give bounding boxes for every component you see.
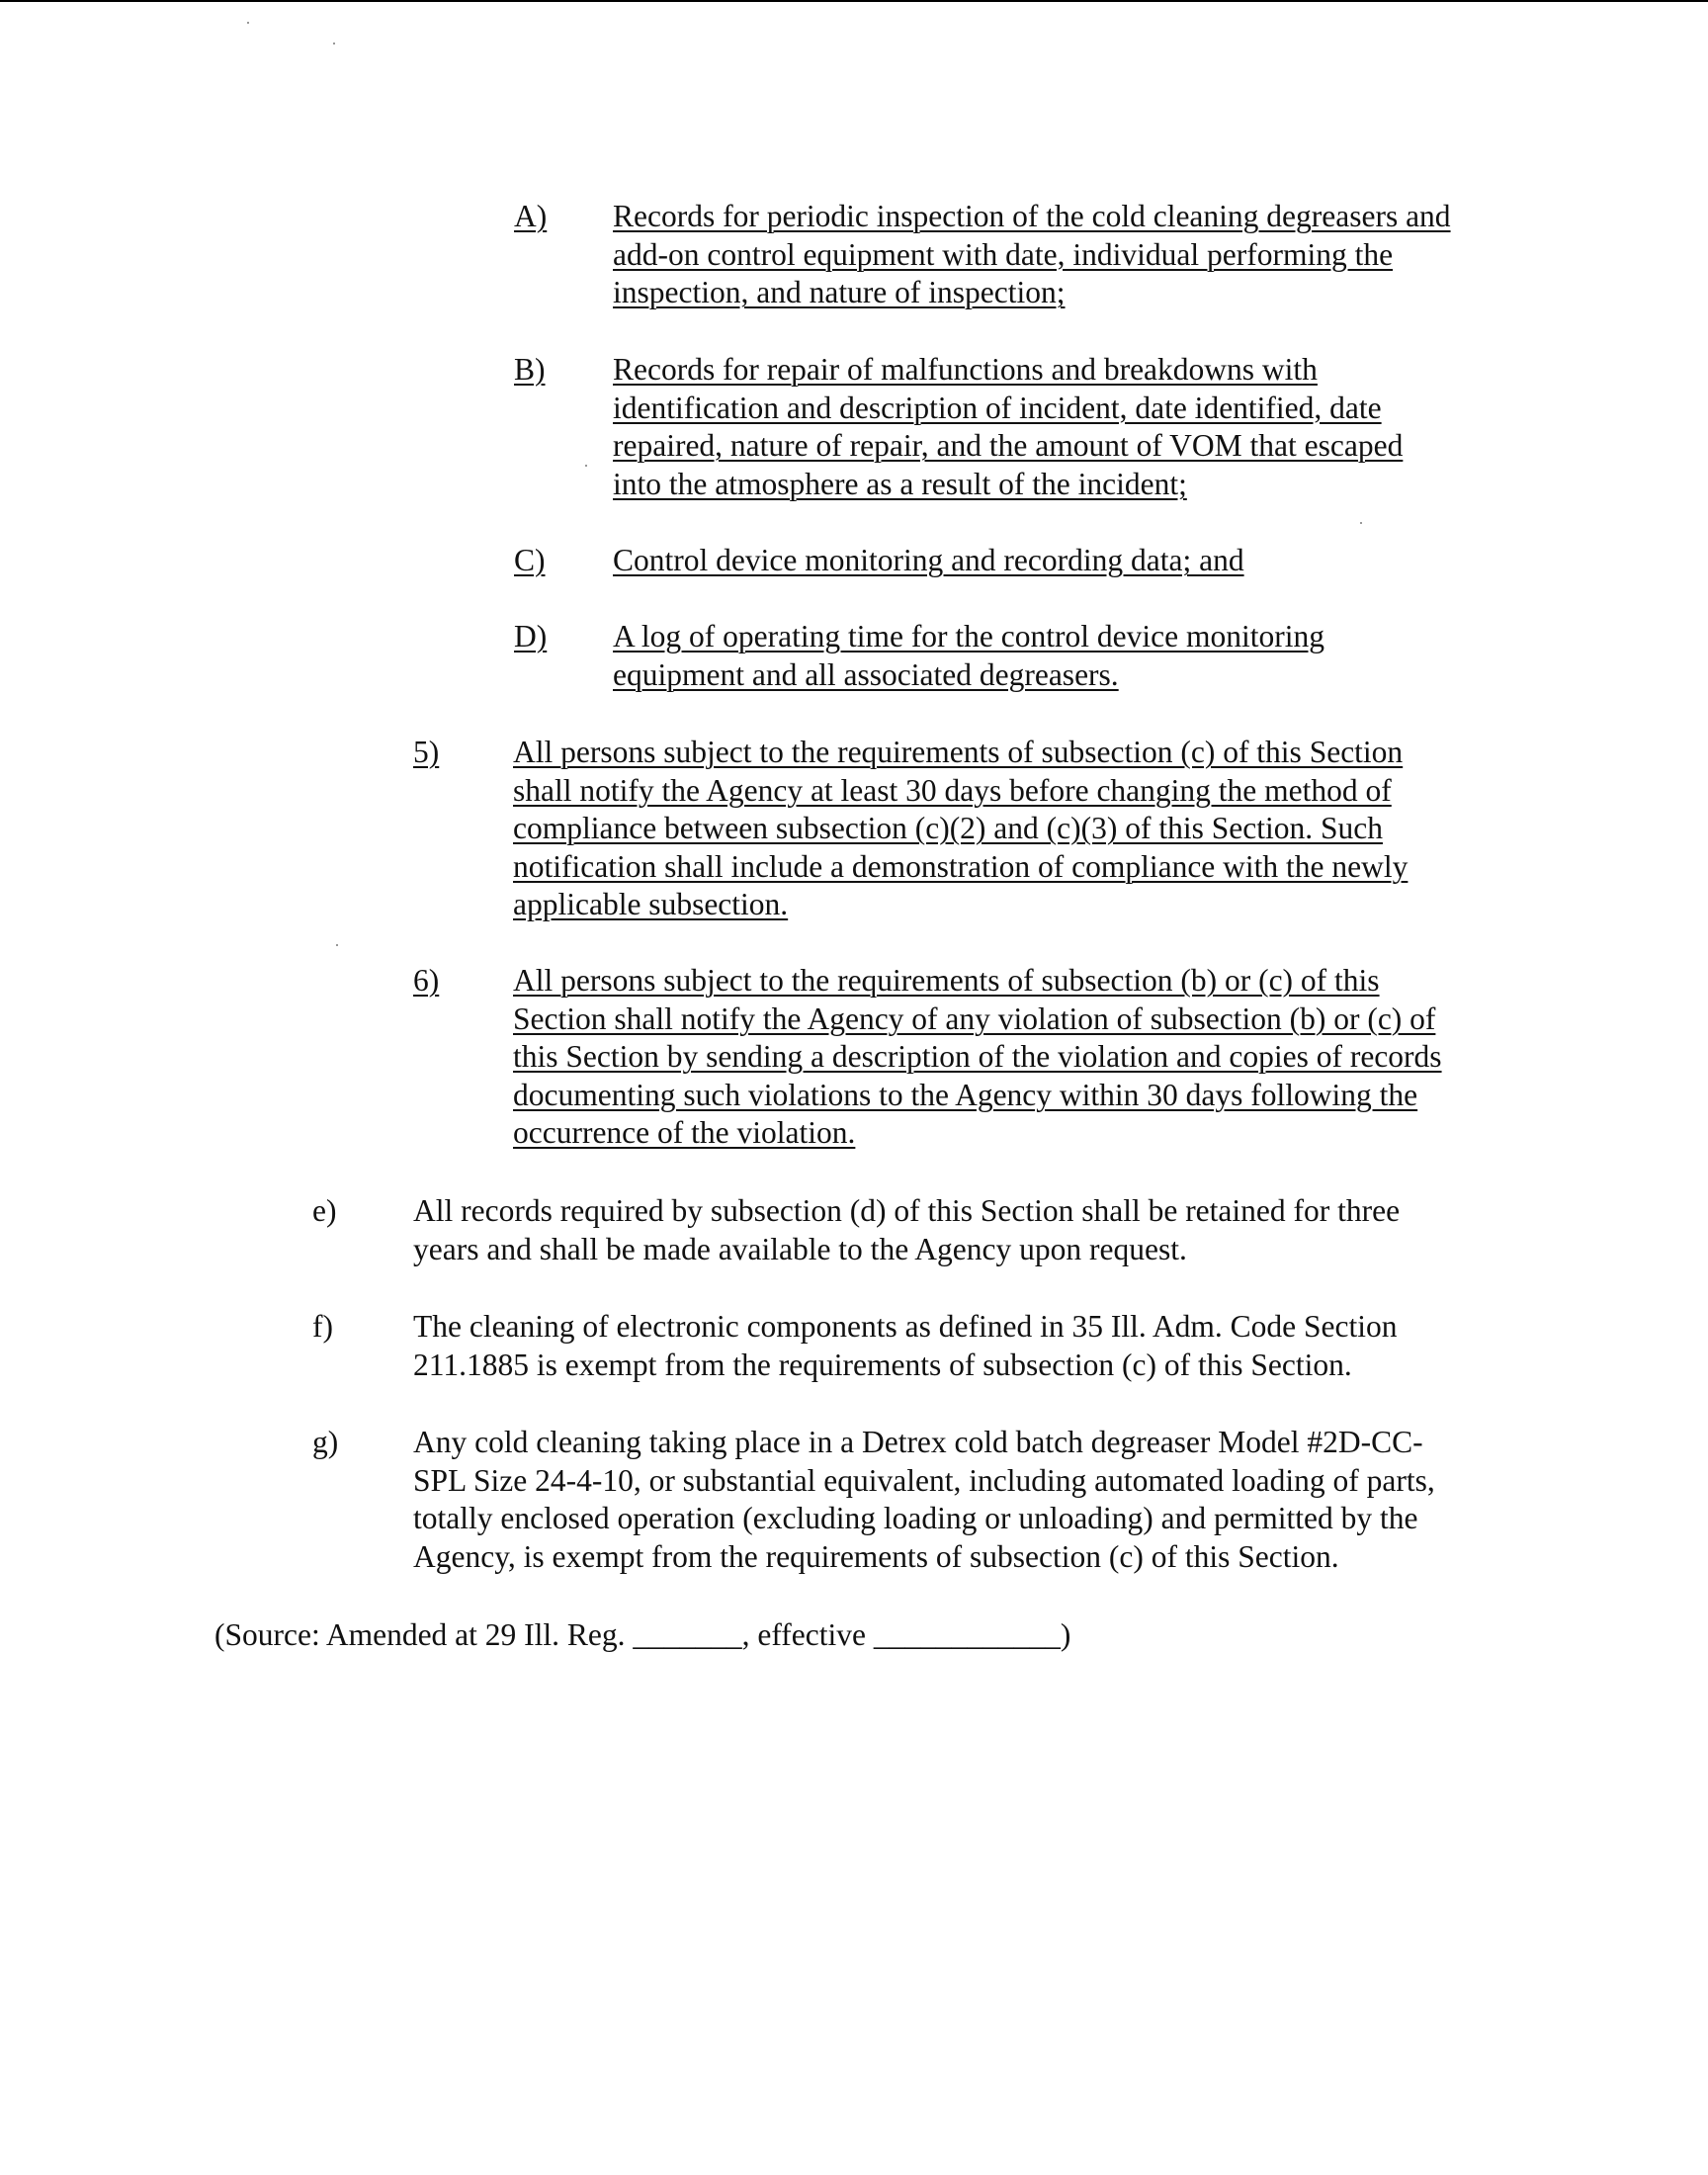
item-5-line: notification shall include a demonstration of compliance with the newly <box>513 848 1409 884</box>
item-C-label: C) <box>514 543 546 577</box>
item-A-line: add-on control equipment with date, individual performing the <box>613 236 1394 272</box>
item-6-line: All persons subject to the requirements of subsection (b) or (c) of this <box>513 963 1380 998</box>
item-B-text <box>613 351 1403 503</box>
item-g-text <box>413 1424 1435 1576</box>
item-e-label: e) <box>312 1193 337 1228</box>
item-B-line: into the atmosphere as a result of the incident; <box>613 466 1187 501</box>
item-5-line: All persons subject to the requirements of subsection (c) of this Section <box>513 735 1404 769</box>
item-5-line: compliance between subsection (c)(2) and (c)(3) of this Section. Such <box>513 811 1383 846</box>
item-f <box>0 1308 1708 1387</box>
item-g-line: SPL Size 24-4-10, or substantial equivalent, including automated loading of parts, <box>413 1462 1435 1498</box>
scan-speck <box>333 43 335 44</box>
item-5-line: shall notify the Agency at least 30 days before changing the method of <box>513 772 1392 808</box>
item-g-line: totally enclosed operation (excluding loading or unloading) and permitted by the <box>413 1501 1418 1536</box>
item-D <box>0 618 1708 697</box>
item-A-label: A) <box>514 199 548 233</box>
item-A-text <box>613 198 1451 312</box>
item-D-label: D) <box>514 619 548 653</box>
item-5-label: 5) <box>413 735 440 769</box>
item-D-line: equipment and all associated degreasers. <box>613 656 1119 692</box>
item-e-line: All records required by subsection (d) of this Section shall be retained for three <box>413 1193 1401 1228</box>
top-border <box>0 0 1708 2</box>
item-e-text <box>413 1192 1400 1268</box>
item-D-line: A log of operating time for the control device monitoring <box>613 619 1324 653</box>
item-f-label: f) <box>312 1309 333 1344</box>
item-g-line: Agency, is exempt from the requirements of subsection (c) of this Section. <box>413 1538 1339 1574</box>
item-D-text <box>613 618 1324 694</box>
item-B-line: Records for repair of malfunctions and breakdowns with <box>613 352 1318 387</box>
item-e <box>0 1192 1708 1271</box>
item-5-text <box>513 734 1408 924</box>
item-5 <box>0 734 1708 931</box>
item-A <box>0 198 1708 316</box>
item-6-line: Section shall notify the Agency of any violation of subsection (b) or (c) of <box>513 1000 1436 1036</box>
item-B-label: B) <box>514 352 546 387</box>
item-g <box>0 1424 1708 1582</box>
item-6-line: documenting such violations to the Agency within 30 days following the <box>513 1077 1418 1112</box>
item-f-line: 211.1885 is exempt from the requirements of subsection (c) of this Section. <box>413 1347 1352 1382</box>
scan-speck <box>1360 522 1362 524</box>
item-g-line: Any cold cleaning taking place in a Detrex cold batch degreaser Model #2D-CC- <box>413 1425 1423 1459</box>
item-B-line: identification and description of incident, date identified, date <box>613 390 1382 425</box>
item-C-text <box>613 542 1244 580</box>
item-6-label: 6) <box>413 963 440 998</box>
scan-speck <box>247 22 249 24</box>
source-note-text: (Source: Amended at 29 Ill. Reg. _______, effective ____________) <box>214 1617 1071 1652</box>
item-f-line: The cleaning of electronic components as defined in 35 Ill. Adm. Code Section <box>413 1309 1398 1344</box>
item-6 <box>0 962 1708 1160</box>
item-C-line: Control device monitoring and recording data; and <box>613 543 1244 577</box>
item-B-line: repaired, nature of repair, and the amount of VOM that escaped <box>613 428 1404 464</box>
item-6-text <box>513 962 1442 1153</box>
item-g-label: g) <box>312 1425 339 1459</box>
item-5-line: applicable subsection. <box>513 887 789 922</box>
item-A-line: Records for periodic inspection of the cold cleaning degreasers and <box>613 199 1451 233</box>
item-6-line: occurrence of the violation. <box>513 1115 856 1151</box>
item-f-text <box>413 1308 1397 1384</box>
item-e-line: years and shall be made available to the Agency upon request. <box>413 1231 1187 1266</box>
item-C <box>0 542 1708 581</box>
source-note <box>214 1616 1070 1655</box>
item-A-line: inspection, and nature of inspection; <box>613 275 1066 310</box>
scan-speck <box>336 944 338 946</box>
item-6-line: this Section by sending a description of the violation and copies of records <box>513 1039 1442 1075</box>
item-B <box>0 351 1708 509</box>
